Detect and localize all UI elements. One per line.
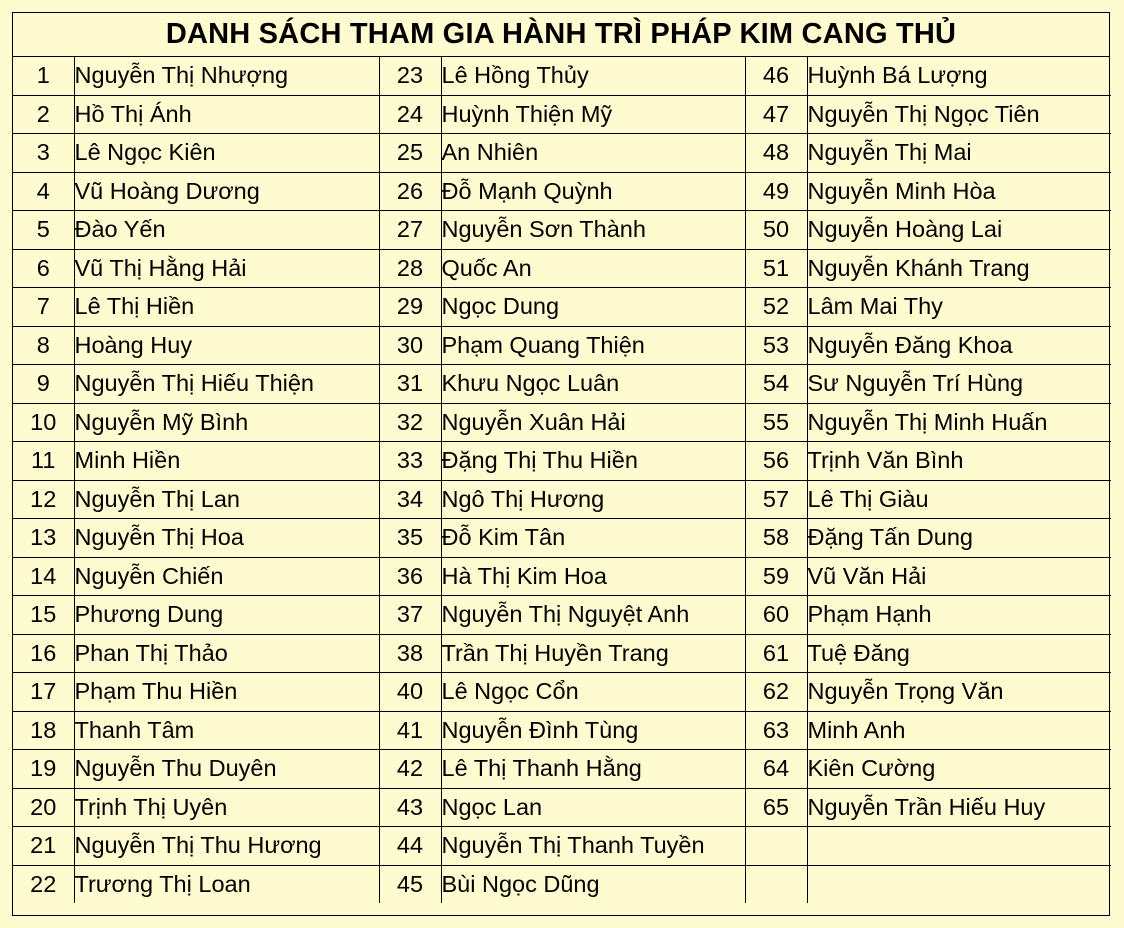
participant-number: 51 — [745, 249, 807, 288]
participant-number: 21 — [13, 827, 74, 866]
participant-name: Trần Thị Huyền Trang — [441, 634, 745, 673]
table-row — [13, 134, 1111, 173]
participant-number: 53 — [745, 326, 807, 365]
participant-name: Phạm Thu Hiền — [74, 673, 379, 712]
participant-name: Vũ Hoàng Dương — [74, 172, 379, 211]
participant-number: 35 — [379, 519, 441, 558]
participant-number: 48 — [745, 134, 807, 173]
participant-number: 29 — [379, 288, 441, 327]
participant-number: 27 — [379, 211, 441, 250]
participant-number: 17 — [13, 673, 74, 712]
participant-name: Phạm Quang Thiện — [441, 326, 745, 365]
table-row — [13, 711, 1111, 750]
participant-name: Vũ Văn Hải — [807, 557, 1111, 596]
table-row — [13, 596, 1111, 635]
participant-name: Nguyễn Thị Lan — [74, 480, 379, 519]
participant-number: 11 — [13, 442, 74, 481]
participant-number: 57 — [745, 480, 807, 519]
participant-name: Nguyễn Thu Duyên — [74, 750, 379, 789]
participant-list-sheet — [12, 12, 1110, 916]
participant-name: Trương Thị Loan — [74, 865, 379, 903]
participant-name: Nguyễn Xuân Hải — [441, 403, 745, 442]
participant-number: 34 — [379, 480, 441, 519]
participant-number: 64 — [745, 750, 807, 789]
table-row — [13, 249, 1111, 288]
empty-cell — [745, 865, 807, 903]
participant-number: 6 — [13, 249, 74, 288]
participant-name: Sư Nguyễn Trí Hùng — [807, 365, 1111, 404]
participant-name: Đỗ Kim Tân — [441, 519, 745, 558]
table-row — [13, 403, 1111, 442]
table-row — [13, 95, 1111, 134]
empty-cell — [745, 827, 807, 866]
participant-number: 25 — [379, 134, 441, 173]
table-row — [13, 326, 1111, 365]
table-row — [13, 827, 1111, 866]
participant-number: 36 — [379, 557, 441, 596]
participant-name: Phan Thị Thảo — [74, 634, 379, 673]
participant-number: 22 — [13, 865, 74, 903]
participant-name: Kiên Cường — [807, 750, 1111, 789]
participant-number: 47 — [745, 95, 807, 134]
participant-name: Nguyễn Thị Hoa — [74, 519, 379, 558]
participant-name: Lê Thị Thanh Hằng — [441, 750, 745, 789]
participant-name: Nguyễn Mỹ Bình — [74, 403, 379, 442]
participant-number: 58 — [745, 519, 807, 558]
participant-number: 16 — [13, 634, 74, 673]
participant-name: Trịnh Văn Bình — [807, 442, 1111, 481]
empty-cell — [807, 827, 1111, 866]
participant-number: 14 — [13, 557, 74, 596]
participant-table — [13, 57, 1111, 903]
participant-name: Hồ Thị Ánh — [74, 95, 379, 134]
table-row — [13, 57, 1111, 95]
participant-name: Phạm Hạnh — [807, 596, 1111, 635]
participant-name: Nguyễn Khánh Trang — [807, 249, 1111, 288]
participant-name: Nguyễn Thị Nguyệt Anh — [441, 596, 745, 635]
participant-name: Nguyễn Trọng Văn — [807, 673, 1111, 712]
participant-name: Nguyễn Đăng Khoa — [807, 326, 1111, 365]
participant-name: Nguyễn Thị Mai — [807, 134, 1111, 173]
participant-name: Nguyễn Đình Tùng — [441, 711, 745, 750]
table-row — [13, 288, 1111, 327]
participant-name: Huỳnh Thiện Mỹ — [441, 95, 745, 134]
table-row — [13, 788, 1111, 827]
participant-name: Quốc An — [441, 249, 745, 288]
participant-name: Huỳnh Bá Lượng — [807, 57, 1111, 95]
participant-number: 30 — [379, 326, 441, 365]
participant-number: 62 — [745, 673, 807, 712]
participant-number: 1 — [13, 57, 74, 95]
participant-number: 50 — [745, 211, 807, 250]
table-row — [13, 211, 1111, 250]
participant-name: Ngọc Lan — [441, 788, 745, 827]
participant-number: 24 — [379, 95, 441, 134]
participant-number: 9 — [13, 365, 74, 404]
participant-number: 65 — [745, 788, 807, 827]
participant-number: 49 — [745, 172, 807, 211]
participant-number: 54 — [745, 365, 807, 404]
participant-name: Đỗ Mạnh Quỳnh — [441, 172, 745, 211]
table-row — [13, 634, 1111, 673]
participant-number: 59 — [745, 557, 807, 596]
participant-name: Đào Yến — [74, 211, 379, 250]
participant-number: 61 — [745, 634, 807, 673]
participant-name: Nguyễn Thị Thu Hương — [74, 827, 379, 866]
participant-name: Nguyễn Sơn Thành — [441, 211, 745, 250]
participant-name: Nguyễn Chiến — [74, 557, 379, 596]
participant-name: Nguyễn Thị Minh Huấn — [807, 403, 1111, 442]
participant-name: Trịnh Thị Uyên — [74, 788, 379, 827]
participant-name: Hà Thị Kim Hoa — [441, 557, 745, 596]
participant-number: 42 — [379, 750, 441, 789]
participant-number: 38 — [379, 634, 441, 673]
participant-name: Vũ Thị Hằng Hải — [74, 249, 379, 288]
table-row — [13, 557, 1111, 596]
table-row — [13, 865, 1111, 903]
participant-number: 5 — [13, 211, 74, 250]
participant-name: Nguyễn Hoàng Lai — [807, 211, 1111, 250]
participant-number: 3 — [13, 134, 74, 173]
participant-number: 23 — [379, 57, 441, 95]
participant-name: Lâm Mai Thy — [807, 288, 1111, 327]
participant-name: Đặng Thị Thu Hiền — [441, 442, 745, 481]
participant-name: Lê Thị Hiền — [74, 288, 379, 327]
participant-name: Nguyễn Thị Ngọc Tiên — [807, 95, 1111, 134]
participant-number: 19 — [13, 750, 74, 789]
participant-name: Ngọc Dung — [441, 288, 745, 327]
participant-name: Thanh Tâm — [74, 711, 379, 750]
participant-name: Minh Anh — [807, 711, 1111, 750]
participant-number: 7 — [13, 288, 74, 327]
participant-number: 52 — [745, 288, 807, 327]
participant-number: 45 — [379, 865, 441, 903]
table-row — [13, 172, 1111, 211]
participant-number: 37 — [379, 596, 441, 635]
table-row — [13, 750, 1111, 789]
participant-number: 20 — [13, 788, 74, 827]
list-title: DANH SÁCH THAM GIA HÀNH TRÌ PHÁP KIM CANG THỦ — [13, 13, 1109, 57]
participant-number: 4 — [13, 172, 74, 211]
participant-name: Nguyễn Trần Hiếu Huy — [807, 788, 1111, 827]
participant-name: Minh Hiền — [74, 442, 379, 481]
participant-number: 28 — [379, 249, 441, 288]
participant-number: 41 — [379, 711, 441, 750]
participant-name: Nguyễn Thị Nhượng — [74, 57, 379, 95]
table-row — [13, 365, 1111, 404]
participant-number: 33 — [379, 442, 441, 481]
participant-number: 12 — [13, 480, 74, 519]
participant-number: 2 — [13, 95, 74, 134]
participant-name: Bùi Ngọc Dũng — [441, 865, 745, 903]
participant-name: Lê Thị Giàu — [807, 480, 1111, 519]
participant-number: 32 — [379, 403, 441, 442]
table-row — [13, 480, 1111, 519]
table-row — [13, 519, 1111, 558]
participant-name: Nguyễn Thị Thanh Tuyền — [441, 827, 745, 866]
participant-number: 44 — [379, 827, 441, 866]
participant-name: Khưu Ngọc Luân — [441, 365, 745, 404]
participant-name: An Nhiên — [441, 134, 745, 173]
participant-number: 15 — [13, 596, 74, 635]
participant-name: Ngô Thị Hương — [441, 480, 745, 519]
participant-name: Lê Hồng Thủy — [441, 57, 745, 95]
empty-cell — [807, 865, 1111, 903]
table-row — [13, 442, 1111, 481]
participant-number: 55 — [745, 403, 807, 442]
table-row — [13, 673, 1111, 712]
participant-number: 13 — [13, 519, 74, 558]
participant-name: Tuệ Đăng — [807, 634, 1111, 673]
participant-number: 31 — [379, 365, 441, 404]
participant-name: Đặng Tấn Dung — [807, 519, 1111, 558]
participant-number: 60 — [745, 596, 807, 635]
participant-number: 8 — [13, 326, 74, 365]
participant-number: 18 — [13, 711, 74, 750]
participant-name: Hoàng Huy — [74, 326, 379, 365]
participant-name: Lê Ngọc Cổn — [441, 673, 745, 712]
participant-number: 63 — [745, 711, 807, 750]
participant-number: 46 — [745, 57, 807, 95]
participant-name: Phương Dung — [74, 596, 379, 635]
participant-number: 56 — [745, 442, 807, 481]
participant-number: 40 — [379, 673, 441, 712]
participant-name: Lê Ngọc Kiên — [74, 134, 379, 173]
participant-name: Nguyễn Minh Hòa — [807, 172, 1111, 211]
participant-number: 26 — [379, 172, 441, 211]
participant-name: Nguyễn Thị Hiếu Thiện — [74, 365, 379, 404]
participant-number: 10 — [13, 403, 74, 442]
participant-number: 43 — [379, 788, 441, 827]
